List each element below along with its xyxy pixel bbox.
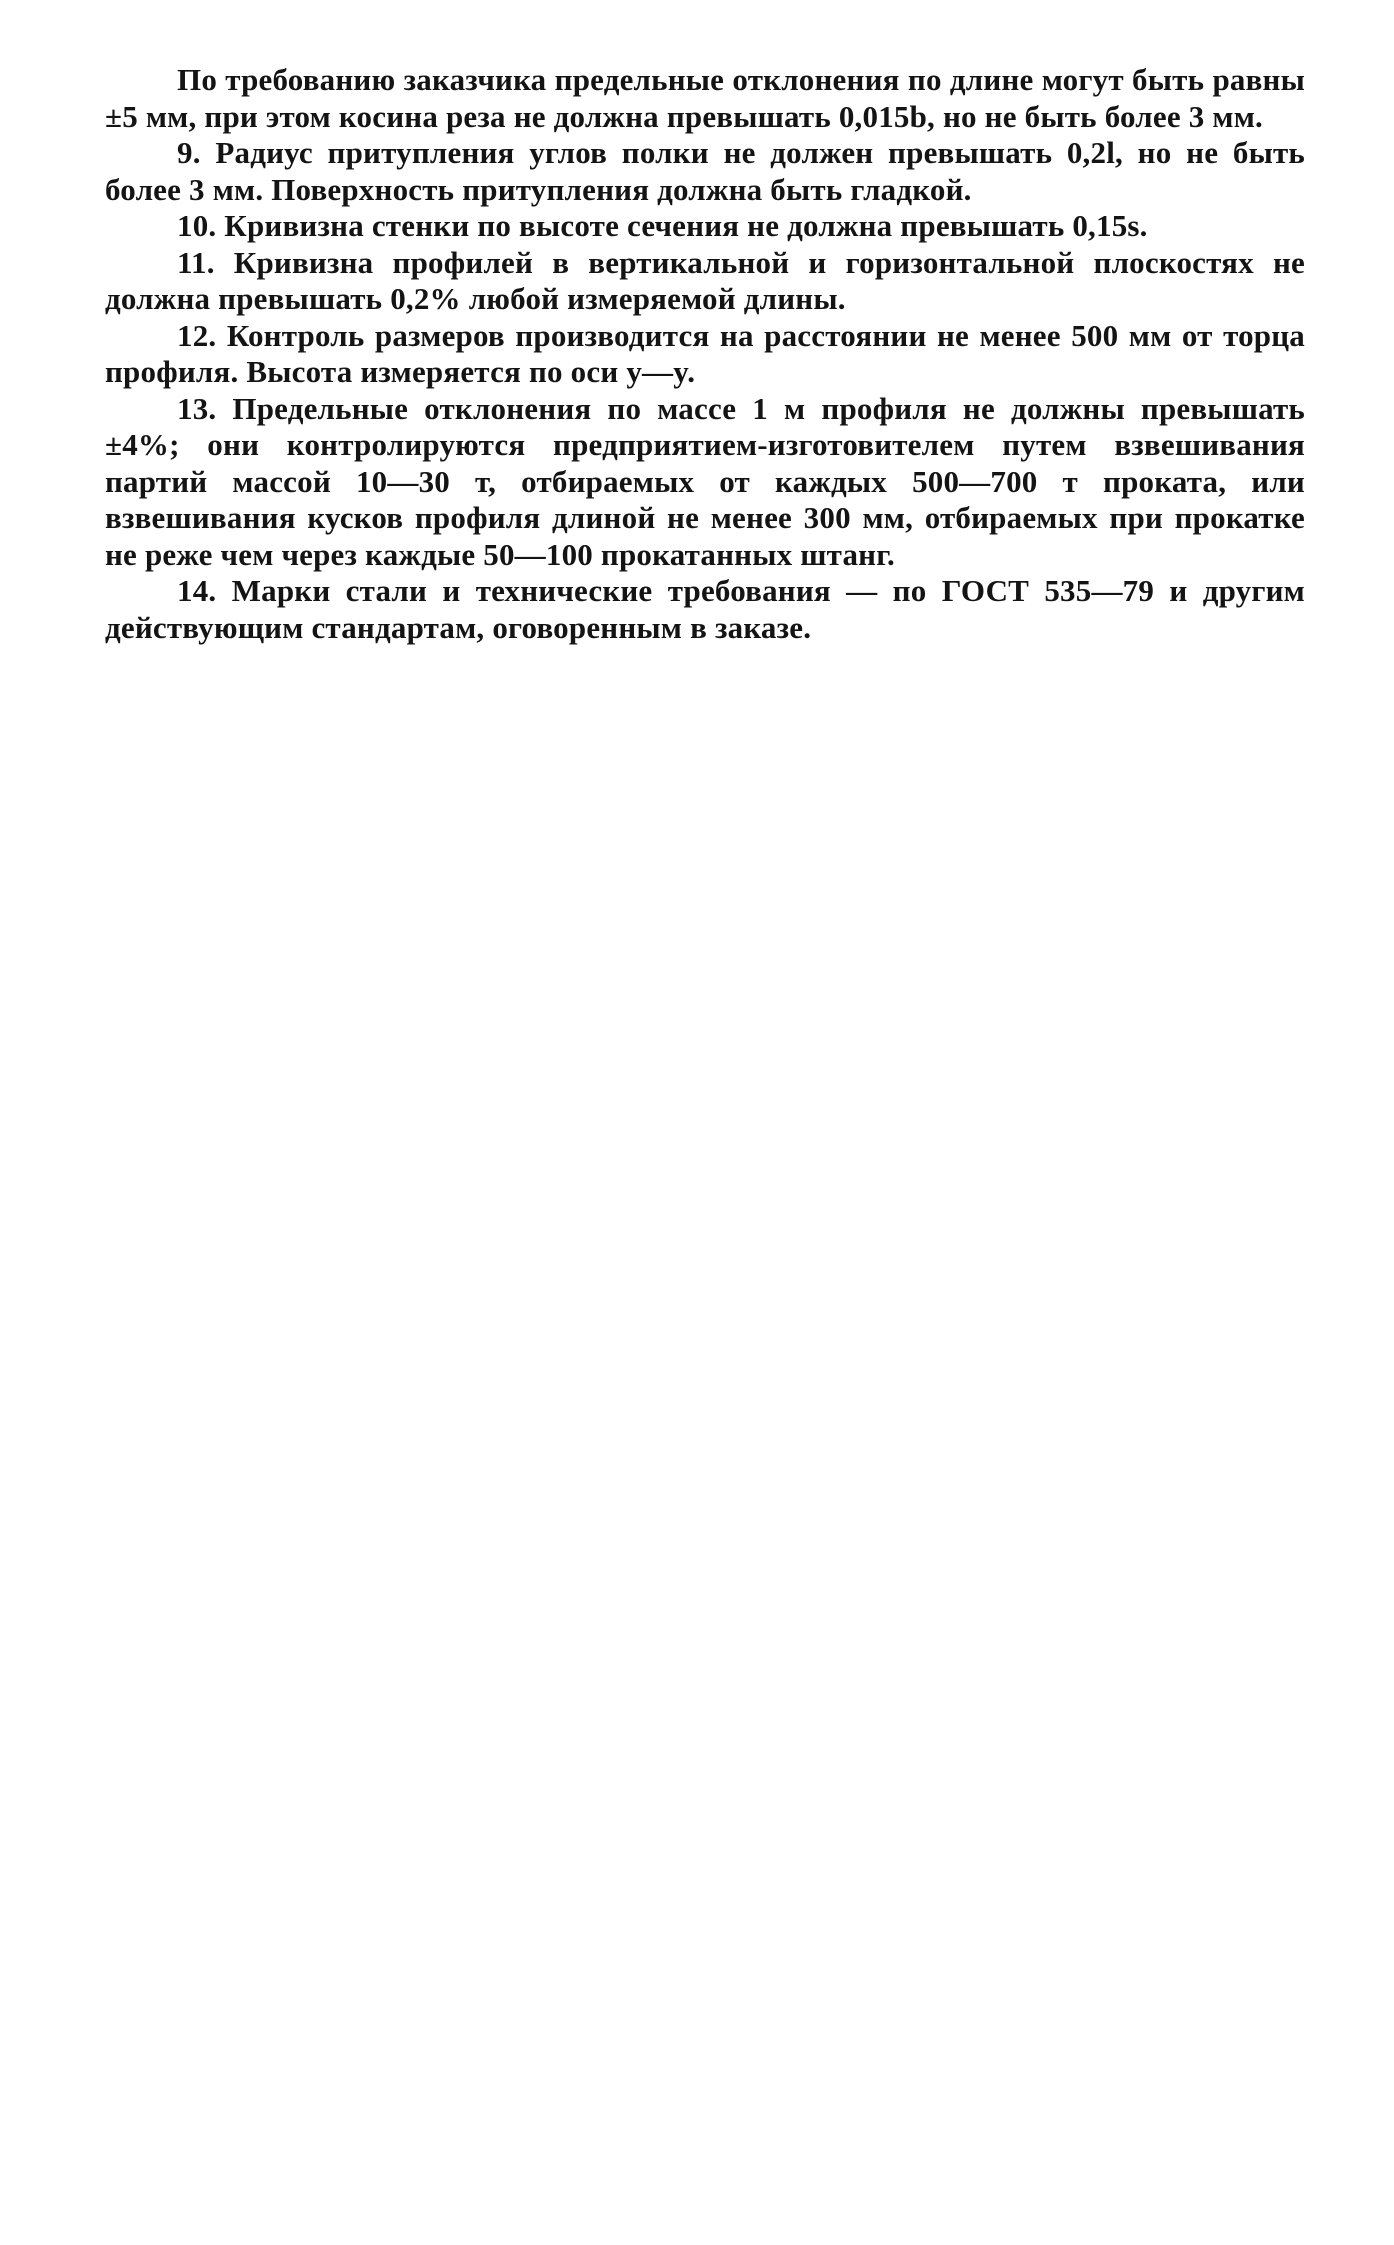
paragraph-11-profile-curvature: 11. Кривизна профилей в вертикальной и горизонтальной плоскостях не должна превышать 0,2% любой измеряемой длины. — [105, 244, 1305, 316]
document-body — [105, 62, 1305, 646]
paragraph-10-wall-curvature: 10. Кривизна стенки по высоте сечения не должна превышать 0,15s. — [177, 208, 1148, 243]
paragraph-9-radius: 9. Радиус притупления углов полки не должен превышать 0,2l, но не быть более 3 мм. Поверхность притупления должна быть гладкой. — [105, 135, 1305, 207]
paragraph-tolerance-length: По требованию заказчика предельные отклонения по длине могут быть равны ±5 мм, при этом косина реза не должна превышать 0,015b, но не быть более 3 мм. — [105, 62, 1305, 134]
paragraph-12-size-control: 12. Контроль размеров производится на расстоянии не менее 500 мм от торца профиля. Высота измеряется по оси y—y. — [105, 317, 1305, 389]
paragraph-13-mass-tolerance: 13. Предельные отклонения по массе 1 м профиля не должны превышать ±4%; они контролируются предприятием-изготовителем путем взвешивания партий массой 10—30 т, отбираемых от каждых 500—700 т проката, или взвешивания кусков профиля длиной не менее 300 мм, отбираемых при прокатке не реже чем через каждые 50—100 прокатанных штанг. — [105, 390, 1305, 572]
paragraph-14-steel-grades: 14. Марки стали и технические требования — по ГОСТ 535—79 и другим действующим стандартам, оговоренным в заказе. — [105, 573, 1305, 645]
